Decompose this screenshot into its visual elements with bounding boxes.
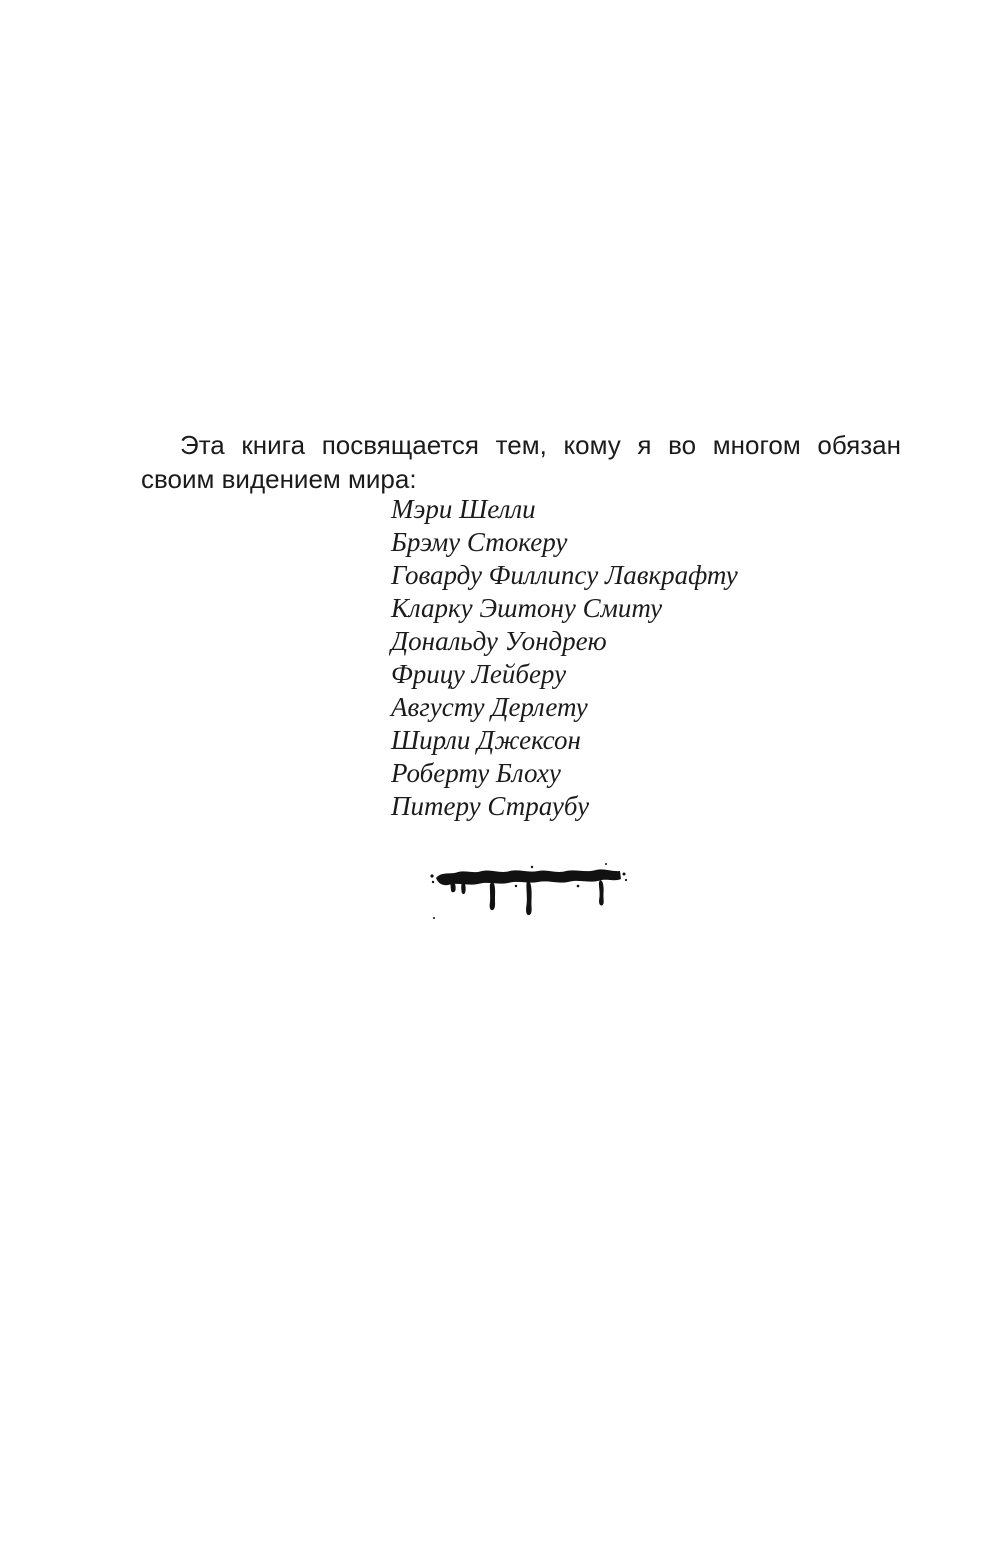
dedication-names-list bbox=[391, 493, 738, 823]
dedication-paragraph: Эта книга посвящается тем, кому я во многом обязан своим видением мира: bbox=[141, 430, 901, 494]
dedication-name: Питеру Страубу bbox=[391, 791, 590, 821]
dedication-name: Фрицу Лейберу bbox=[391, 659, 567, 689]
dedication-name: Брэму Стокеру bbox=[391, 527, 568, 557]
dedication-name: Роберту Блоху bbox=[391, 758, 561, 788]
dedication-name: Говарду Филлипсу Лавкрафту bbox=[391, 560, 738, 590]
dripping-ink-icon bbox=[428, 860, 628, 920]
dedication-name: Мэри Шелли bbox=[391, 494, 536, 524]
dedication-name: Дональду Уондрею bbox=[391, 626, 607, 656]
dedication-name: Кларку Эштону Смиту bbox=[391, 593, 663, 623]
dedication-name: Августу Дерлету bbox=[391, 692, 588, 722]
dedication-name: Ширли Джексон bbox=[391, 725, 581, 755]
